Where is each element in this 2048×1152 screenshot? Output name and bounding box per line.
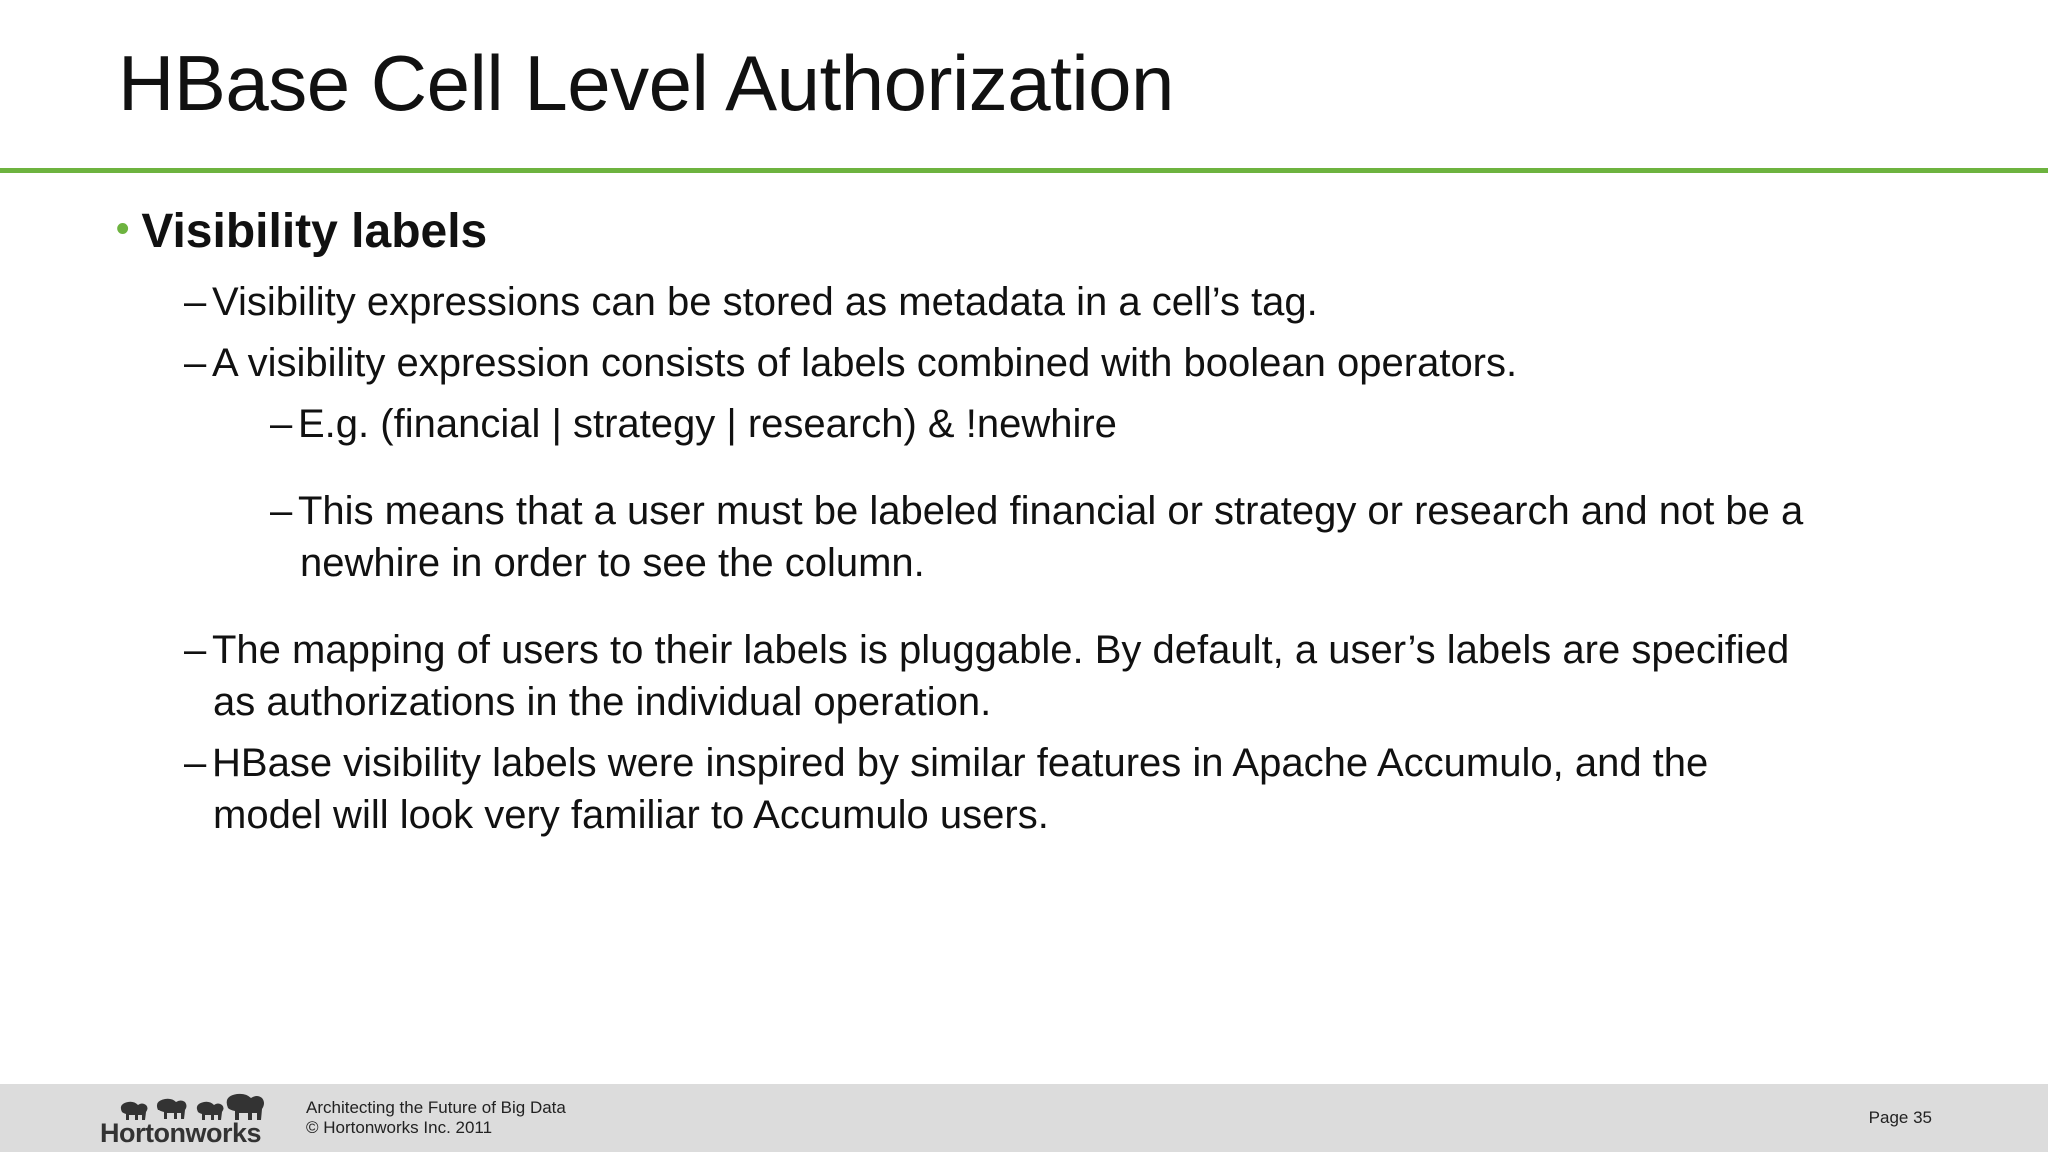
footer-tagline: Architecting the Future of Big Data: [306, 1098, 566, 1117]
dash-marker: –: [184, 280, 207, 324]
sub-sub-bullet-text: E.g. (financial | strategy | research) & !newhire: [298, 402, 1117, 446]
page-number: Page 35: [1868, 1108, 1932, 1127]
sub-sub-bullet: [270, 398, 1117, 450]
sub-bullet-text: A visibility expression consists of labels combined with boolean operators.: [212, 341, 1518, 385]
sub-bullet: [184, 737, 1708, 789]
dash-marker: –: [184, 741, 207, 785]
sub-bullet-text: The mapping of users to their labels is pluggable. By default, a user’s labels are specified: [212, 628, 1790, 672]
sub-sub-bullet-text: This means that a user must be labeled financial or strategy or research and not be a: [298, 489, 1804, 533]
sub-bullet: [184, 337, 1517, 389]
footer-copyright: © Hortonworks Inc. 2011: [306, 1118, 493, 1137]
title-divider: [0, 168, 2048, 173]
dash-marker: –: [270, 489, 293, 533]
dash-marker: –: [184, 341, 207, 385]
sub-bullet-text: HBase visibility labels were inspired by similar features in Apache Accumulo, and the: [212, 741, 1709, 785]
sub-sub-bullet: [270, 485, 1803, 537]
bullet-dot: •: [116, 208, 130, 250]
sub-bullet: [184, 624, 1789, 676]
main-bullet: [116, 206, 487, 261]
main-bullet-text: Visibility labels: [141, 205, 488, 258]
hortonworks-logo-text: Hortonworks: [100, 1118, 262, 1148]
dash-marker: –: [184, 628, 207, 672]
dash-marker: –: [270, 402, 293, 446]
sub-bullet-continuation: as authorizations in the individual operation.: [213, 680, 992, 724]
sub-sub-bullet-continuation: newhire in order to see the column.: [300, 541, 925, 585]
slide-title: HBase Cell Level Authorization: [118, 39, 1174, 127]
sub-bullet-text: Visibility expressions can be stored as metadata in a cell’s tag.: [212, 280, 1318, 324]
sub-bullet-continuation: model will look very familiar to Accumulo users.: [213, 793, 1049, 837]
sub-bullet: [184, 276, 1318, 328]
